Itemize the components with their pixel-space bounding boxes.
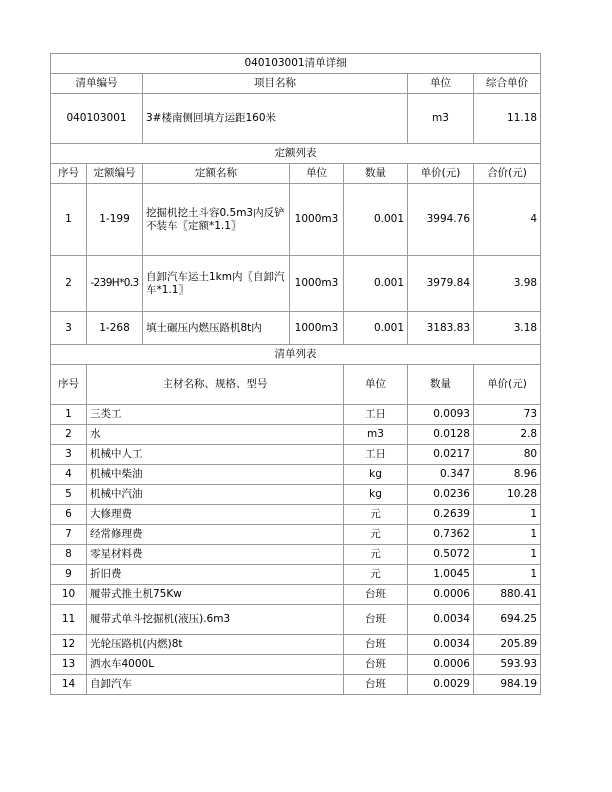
material-row xyxy=(51,545,541,565)
material-price: 10.28 xyxy=(474,485,541,505)
material-name: 水 xyxy=(87,425,344,445)
material-price: 2.8 xyxy=(474,425,541,445)
material-seq: 14 xyxy=(51,675,87,695)
material-unit: 元 xyxy=(344,505,408,525)
item-header-row xyxy=(51,74,541,94)
material-qty: 0.0128 xyxy=(408,425,474,445)
material-header-unit: 单位 xyxy=(344,365,408,405)
material-qty: 1.0045 xyxy=(408,565,474,585)
material-qty: 0.0034 xyxy=(408,605,474,635)
material-seq: 13 xyxy=(51,655,87,675)
quota-code: 1-199 xyxy=(87,184,143,256)
quota-header-row xyxy=(51,164,541,184)
material-unit: m3 xyxy=(344,425,408,445)
header-item-code: 清单编号 xyxy=(51,74,143,94)
material-seq: 4 xyxy=(51,465,87,485)
quota-total: 3.98 xyxy=(474,256,541,312)
material-name: 履带式推土机75Kw xyxy=(87,585,344,605)
material-qty: 0.0217 xyxy=(408,445,474,465)
material-seq: 7 xyxy=(51,525,87,545)
material-row xyxy=(51,635,541,655)
header-item-name: 项目名称 xyxy=(143,74,408,94)
material-price: 80 xyxy=(474,445,541,465)
item-row xyxy=(51,94,541,144)
material-row xyxy=(51,585,541,605)
material-seq: 10 xyxy=(51,585,87,605)
material-price: 73 xyxy=(474,405,541,425)
material-price: 8.96 xyxy=(474,465,541,485)
quota-code: 1-268 xyxy=(87,312,143,345)
material-unit: 台班 xyxy=(344,635,408,655)
material-name: 机械中汽油 xyxy=(87,485,344,505)
material-row xyxy=(51,485,541,505)
material-name: 折旧费 xyxy=(87,565,344,585)
material-qty: 0.0034 xyxy=(408,635,474,655)
quota-total: 3.18 xyxy=(474,312,541,345)
quota-name: 挖掘机挖土斗容0.5m3内反铲不装车〖定额*1.1〗 xyxy=(143,184,290,256)
material-seq: 8 xyxy=(51,545,87,565)
material-row xyxy=(51,565,541,585)
material-row xyxy=(51,405,541,425)
material-row xyxy=(51,675,541,695)
quota-total: 4 xyxy=(474,184,541,256)
quota-seq: 2 xyxy=(51,256,87,312)
material-name: 机械中人工 xyxy=(87,445,344,465)
material-unit: 工日 xyxy=(344,405,408,425)
quota-row xyxy=(51,256,541,312)
material-qty: 0.0093 xyxy=(408,405,474,425)
quota-section-row xyxy=(51,144,541,164)
quota-seq: 3 xyxy=(51,312,87,345)
material-unit: 工日 xyxy=(344,445,408,465)
material-price: 1 xyxy=(474,525,541,545)
material-name: 经常修理费 xyxy=(87,525,344,545)
material-header-seq: 序号 xyxy=(51,365,87,405)
material-header-qty: 数量 xyxy=(408,365,474,405)
material-price: 205.89 xyxy=(474,635,541,655)
quota-price: 3994.76 xyxy=(408,184,474,256)
material-unit: kg xyxy=(344,485,408,505)
quota-header-total: 合价(元) xyxy=(474,164,541,184)
quota-section-title: 定额列表 xyxy=(51,144,541,164)
title-row xyxy=(51,54,541,74)
quota-unit: 1000m3 xyxy=(290,256,344,312)
material-unit: 台班 xyxy=(344,585,408,605)
quota-unit: 1000m3 xyxy=(290,312,344,345)
material-unit: 台班 xyxy=(344,675,408,695)
material-header-name: 主材名称、规格、型号 xyxy=(87,365,344,405)
quota-unit: 1000m3 xyxy=(290,184,344,256)
quota-header-price: 单价(元) xyxy=(408,164,474,184)
material-qty: 0.2639 xyxy=(408,505,474,525)
quota-row xyxy=(51,312,541,345)
quota-price: 3979.84 xyxy=(408,256,474,312)
material-row xyxy=(51,445,541,465)
material-name: 大修理费 xyxy=(87,505,344,525)
material-price: 984.19 xyxy=(474,675,541,695)
material-name: 自卸汽车 xyxy=(87,675,344,695)
material-unit: 台班 xyxy=(344,605,408,635)
material-row xyxy=(51,425,541,445)
material-header-row xyxy=(51,365,541,405)
material-seq: 1 xyxy=(51,405,87,425)
detail-table xyxy=(50,53,541,695)
material-seq: 11 xyxy=(51,605,87,635)
material-name: 机械中柴油 xyxy=(87,465,344,485)
quota-qty: 0.001 xyxy=(344,256,408,312)
material-price: 694.25 xyxy=(474,605,541,635)
material-row xyxy=(51,605,541,635)
quota-header-seq: 序号 xyxy=(51,164,87,184)
quota-header-qty: 数量 xyxy=(344,164,408,184)
quota-name: 填土碾压内燃压路机8t内 xyxy=(143,312,290,345)
material-qty: 0.0006 xyxy=(408,655,474,675)
quota-price: 3183.83 xyxy=(408,312,474,345)
material-header-price: 单价(元) xyxy=(474,365,541,405)
material-price: 1 xyxy=(474,565,541,585)
material-name: 三类工 xyxy=(87,405,344,425)
item-unit-price: 11.18 xyxy=(474,94,541,144)
item-code: 040103001 xyxy=(51,94,143,144)
table-title: 040103001清单详细 xyxy=(51,54,541,74)
material-row xyxy=(51,505,541,525)
quota-name: 自卸汽车运土1km内〖自卸汽车*1.1〗 xyxy=(143,256,290,312)
quota-qty: 0.001 xyxy=(344,184,408,256)
material-seq: 9 xyxy=(51,565,87,585)
quota-seq: 1 xyxy=(51,184,87,256)
material-name: 履带式单斗挖掘机(液压).6m3 xyxy=(87,605,344,635)
material-qty: 0.5072 xyxy=(408,545,474,565)
material-unit: 元 xyxy=(344,525,408,545)
material-name: 洒水车4000L xyxy=(87,655,344,675)
quota-header-code: 定额编号 xyxy=(87,164,143,184)
material-qty: 0.0236 xyxy=(408,485,474,505)
material-price: 1 xyxy=(474,545,541,565)
material-row xyxy=(51,465,541,485)
material-name: 光轮压路机(内燃)8t xyxy=(87,635,344,655)
material-qty: 0.0006 xyxy=(408,585,474,605)
header-item-unit: 单位 xyxy=(408,74,474,94)
item-name: 3#楼南侧回填方运距160米 xyxy=(143,94,408,144)
material-qty: 0.0029 xyxy=(408,675,474,695)
material-section-title: 清单列表 xyxy=(51,345,541,365)
material-section-row xyxy=(51,345,541,365)
quota-qty: 0.001 xyxy=(344,312,408,345)
quota-header-name: 定额名称 xyxy=(143,164,290,184)
material-unit: 元 xyxy=(344,565,408,585)
material-price: 593.93 xyxy=(474,655,541,675)
material-qty: 0.347 xyxy=(408,465,474,485)
material-seq: 6 xyxy=(51,505,87,525)
material-price: 880.41 xyxy=(474,585,541,605)
material-qty: 0.7362 xyxy=(408,525,474,545)
quota-code: -239H*0.3 xyxy=(87,256,143,312)
quota-row xyxy=(51,184,541,256)
material-seq: 5 xyxy=(51,485,87,505)
material-price: 1 xyxy=(474,505,541,525)
material-seq: 12 xyxy=(51,635,87,655)
header-item-unit-price: 综合单价 xyxy=(474,74,541,94)
material-seq: 2 xyxy=(51,425,87,445)
material-seq: 3 xyxy=(51,445,87,465)
item-unit: m3 xyxy=(408,94,474,144)
material-unit: 元 xyxy=(344,545,408,565)
quota-header-unit: 单位 xyxy=(290,164,344,184)
material-name: 零星材料费 xyxy=(87,545,344,565)
material-row xyxy=(51,655,541,675)
material-row xyxy=(51,525,541,545)
material-unit: kg xyxy=(344,465,408,485)
material-unit: 台班 xyxy=(344,655,408,675)
